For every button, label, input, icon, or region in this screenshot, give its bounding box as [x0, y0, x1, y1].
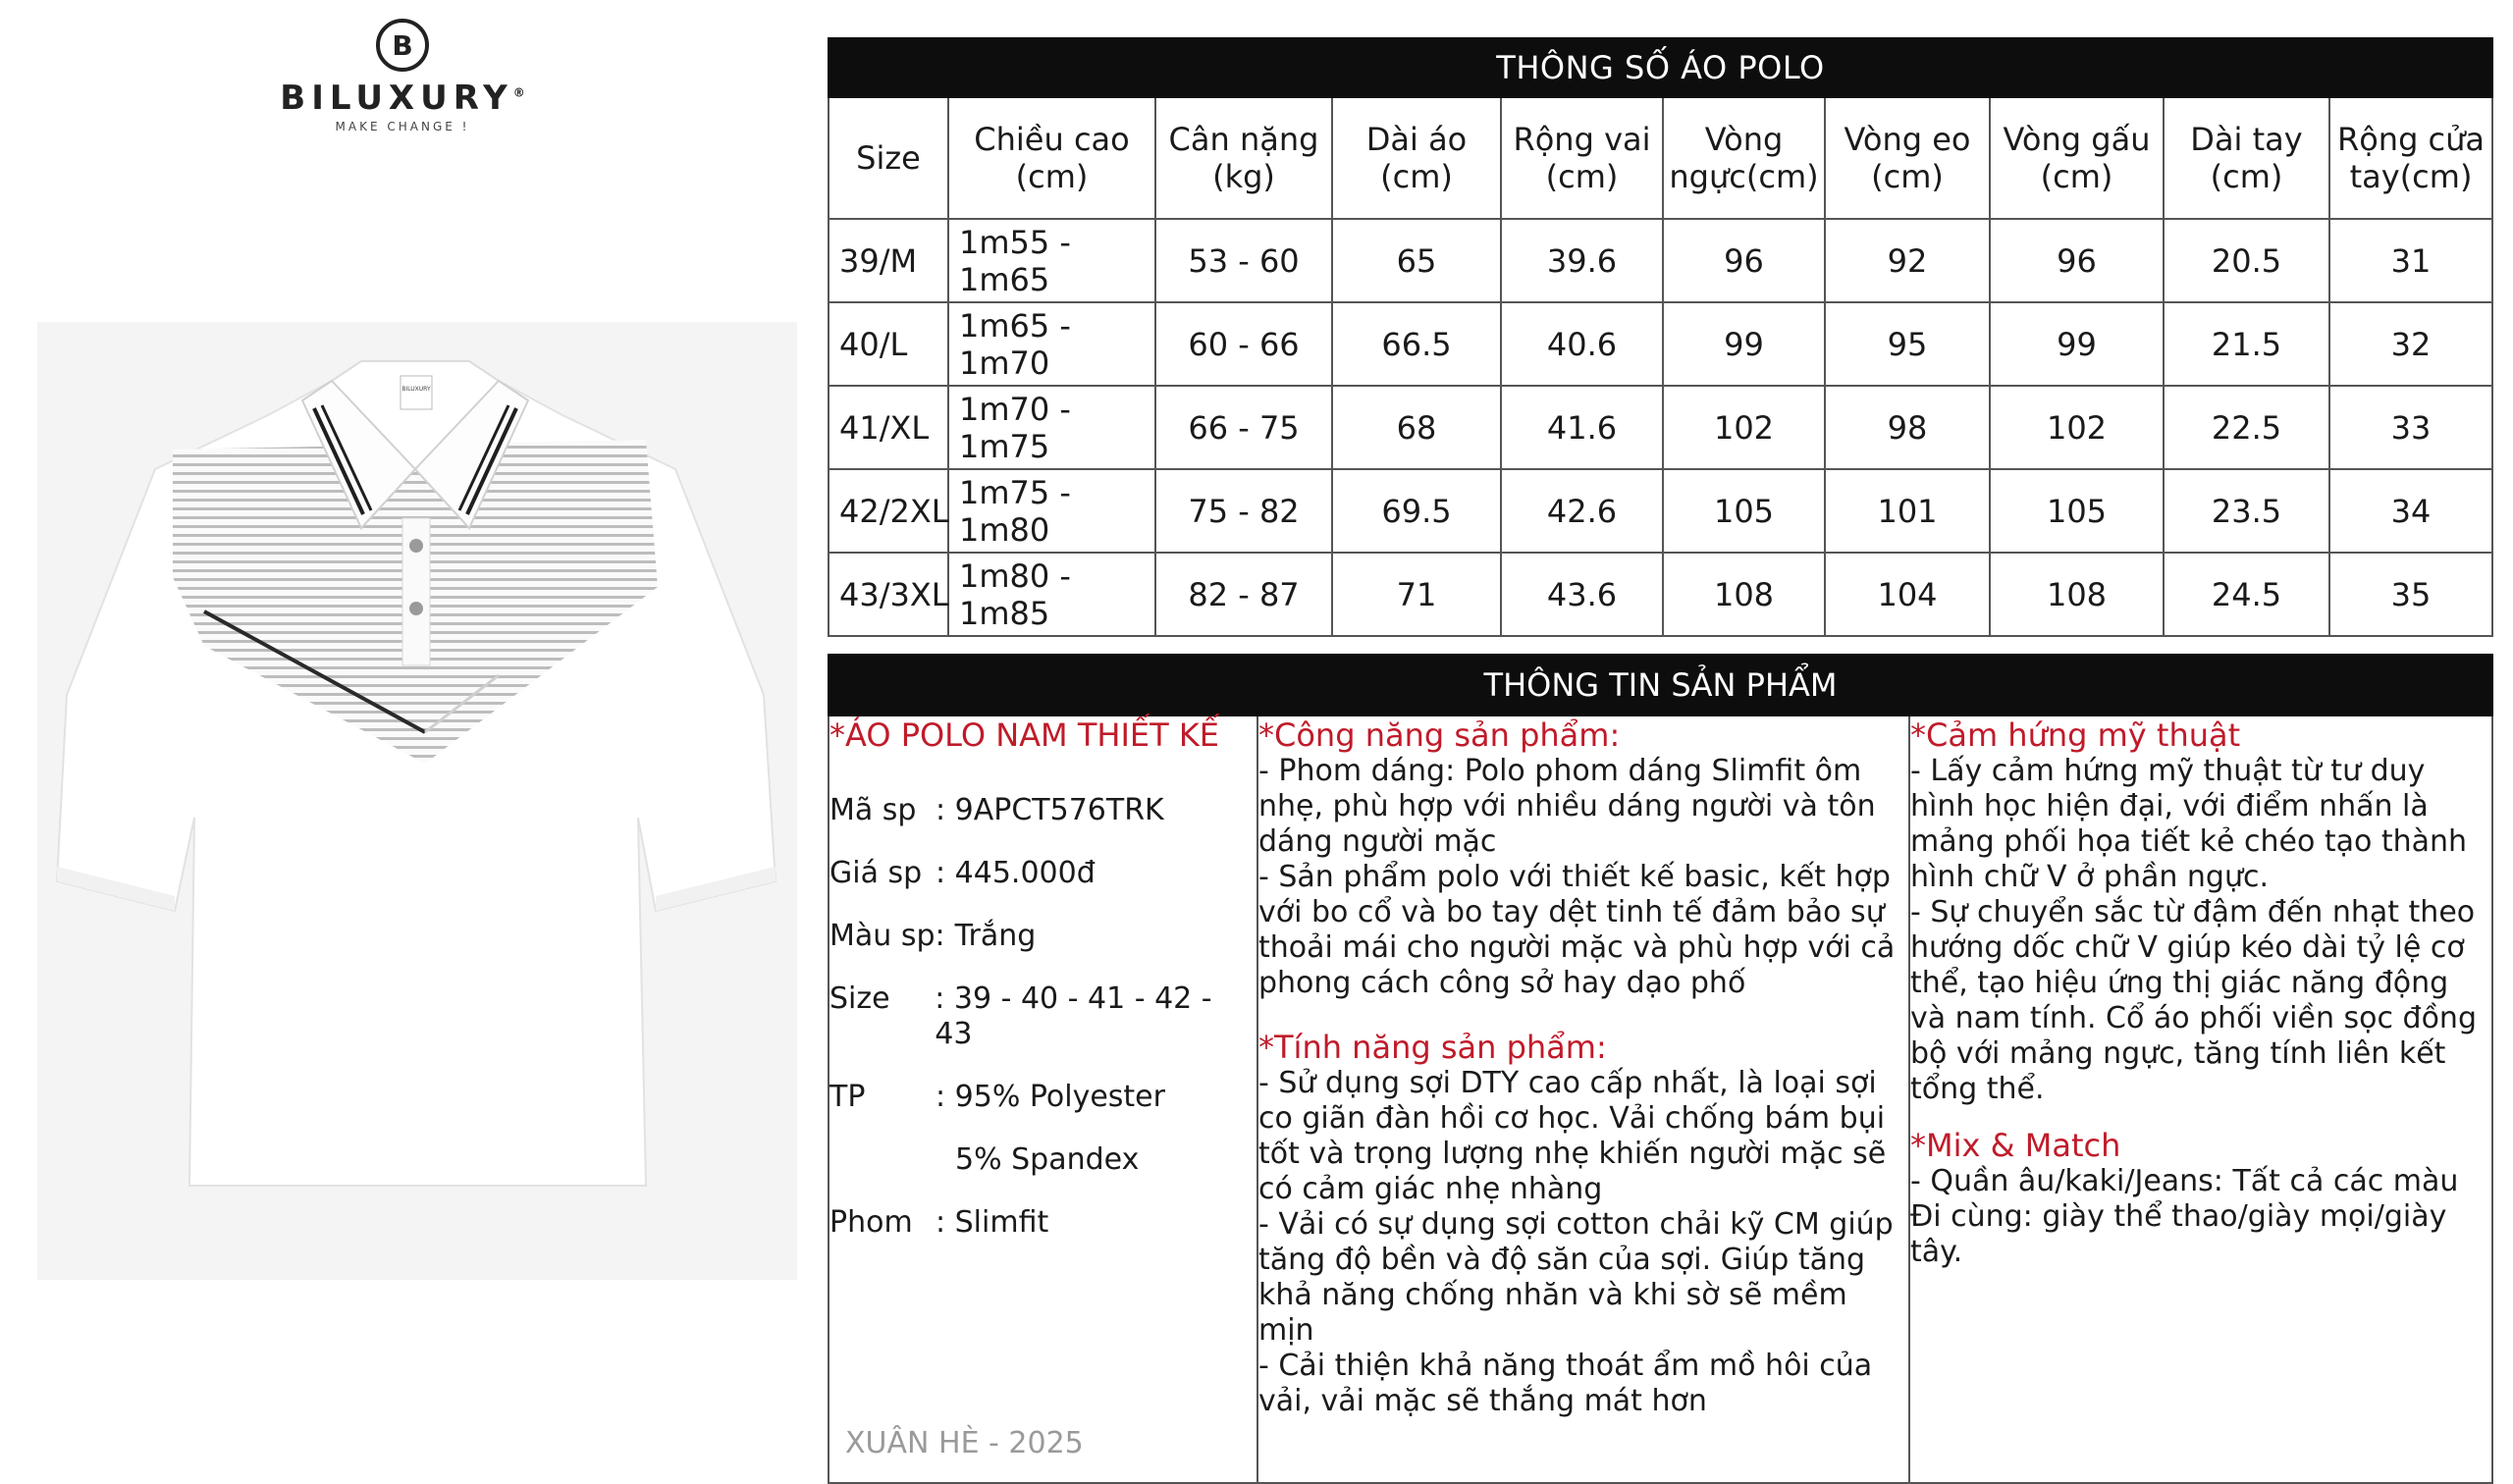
- table-cell: 102: [1990, 386, 2164, 469]
- table-cell: 98: [1825, 386, 1990, 469]
- table-cell: 105: [1990, 469, 2164, 553]
- table-cell: 20.5: [2164, 219, 2329, 302]
- spec-material: TP : 95% Polyester: [829, 1080, 1165, 1114]
- table-cell: 68: [1332, 386, 1501, 469]
- brand-name: BILUXURY®: [280, 79, 525, 118]
- inspiration-paragraph: - Sự chuyển sắc từ đậm đến nhạt theo hướng dốc chữ V giúp kéo dài tỷ lệ cơ thể, tạo hiệu ứng thị giác năng động và nam tính. Cổ áo phối viền sọc đồng bộ với mảng ngực, tăng tính liên kết tổng thể.: [1910, 895, 2477, 1106]
- product-specs-column: [829, 716, 1257, 1483]
- features-paragraph: - Sản phẩm polo với thiết kế basic, kết hợp với bo cổ và bo tay dệt tinh tế đảm bảo sự thoải mái cho người mặc và phù hợp với cả phong cách công sở hay dạo phố: [1258, 860, 1896, 1000]
- spec-fit: Phom : Slimfit: [829, 1205, 1049, 1240]
- table-cell: 66 - 75: [1155, 386, 1332, 469]
- table-cell: 1m65 - 1m70: [948, 302, 1155, 386]
- table-cell: 43/3XL: [829, 553, 948, 636]
- table-cell: 1m80 - 1m85: [948, 553, 1155, 636]
- column-header-size: Size: [829, 97, 948, 219]
- column-header-sleeve-length: Dài tay (cm): [2164, 97, 2329, 219]
- column-header-height: Chiều cao (cm): [948, 97, 1155, 219]
- column-header-length: Dài áo (cm): [1332, 97, 1501, 219]
- table-cell: 23.5: [2164, 469, 2329, 553]
- table-cell: 34: [2329, 469, 2492, 553]
- inspiration-paragraph: - Lấy cảm hứng mỹ thuật từ tư duy hình học hiện đại, với điểm nhấn là mảng phối họa tiết kẻ chéo tạo thành hình chữ V ở phần ngực.: [1910, 754, 2468, 894]
- size-chart-table: [828, 37, 2493, 637]
- brand-tagline: MAKE CHANGE !: [335, 120, 470, 133]
- column-header-shoulder: Rộng vai (cm): [1501, 97, 1663, 219]
- spec-code: Mã sp : 9APCT576TRK: [829, 793, 1164, 827]
- table-cell: 96: [1663, 219, 1825, 302]
- table-cell: 66.5: [1332, 302, 1501, 386]
- table-row: [829, 469, 2492, 553]
- table-cell: 41.6: [1501, 386, 1663, 469]
- mix-match-paragraph: - Quần âu/kaki/Jeans: Tất cả các màu: [1910, 1164, 2459, 1198]
- properties-paragraph: - Sử dụng sợi DTY cao cấp nhất, là loại sợi co giãn đàn hồi cơ học. Vải chống bám bụi tốt và trọng lượng nhẹ khiến người mặc sẽ có cảm giác nhẹ nhàng: [1258, 1066, 1887, 1206]
- table-cell: 71: [1332, 553, 1501, 636]
- spec-color: Màu sp: Trắng: [829, 919, 1037, 953]
- table-cell: 108: [1990, 553, 2164, 636]
- table-cell: 82 - 87: [1155, 553, 1332, 636]
- size-chart-header-row: [829, 97, 2492, 219]
- table-cell: 31: [2329, 219, 2492, 302]
- table-cell: 24.5: [2164, 553, 2329, 636]
- product-inspiration-column: [1909, 716, 2492, 1483]
- table-cell: 1m55 - 1m65: [948, 219, 1155, 302]
- properties-paragraph: - Cải thiện khả năng thoát ẩm mồ hôi của vải, vải mặc sẽ thắng mát hơn: [1258, 1349, 1873, 1418]
- column-header-weight: Cân nặng (kg): [1155, 97, 1332, 219]
- product-name: *ÁO POLO NAM THIẾT KẾ: [829, 716, 1220, 754]
- table-cell: 99: [1990, 302, 2164, 386]
- column-header-hem: Vòng gấu (cm): [1990, 97, 2164, 219]
- table-cell: 60 - 66: [1155, 302, 1332, 386]
- spec-price: Giá sp : 445.000đ: [829, 856, 1096, 890]
- product-info-table: [828, 654, 2493, 1484]
- table-cell: 102: [1663, 386, 1825, 469]
- features-heading: *Công năng sản phẩm:: [1258, 716, 1621, 754]
- mix-match-paragraph: Đi cùng: giày thể thao/giày mọi/giày tây.: [1910, 1199, 2447, 1269]
- brand-logo: [275, 18, 530, 135]
- table-cell: 42.6: [1501, 469, 1663, 553]
- table-cell: 75 - 82: [1155, 469, 1332, 553]
- svg-text:B: B: [392, 29, 413, 62]
- properties-paragraph: - Vải có sự dụng sợi cotton chải kỹ CM giúp tăng độ bền và độ săn của sợi. Giúp tăng khả năng chống nhăn và khi sờ sẽ mềm mịn: [1258, 1207, 1894, 1348]
- table-cell: 33: [2329, 386, 2492, 469]
- table-cell: 99: [1663, 302, 1825, 386]
- table-cell: 96: [1990, 219, 2164, 302]
- table-cell: 53 - 60: [1155, 219, 1332, 302]
- table-row: [829, 219, 2492, 302]
- table-cell: 39.6: [1501, 219, 1663, 302]
- table-row: [829, 553, 2492, 636]
- table-cell: 41/XL: [829, 386, 948, 469]
- table-row: [829, 302, 2492, 386]
- table-cell: 32: [2329, 302, 2492, 386]
- polo-shirt-illustration: [37, 322, 797, 1280]
- spec-size: Size : 39 - 40 - 41 - 42 - 43: [829, 981, 1212, 1051]
- table-cell: 92: [1825, 219, 1990, 302]
- features-paragraph: - Phom dáng: Polo phom dáng Slimfit ôm nhẹ, phù hợp với nhiều dáng người và tôn dáng người mặc: [1258, 754, 1876, 859]
- table-cell: 1m70 - 1m75: [948, 386, 1155, 469]
- product-info-title: THÔNG TIN SẢN PHẨM: [829, 655, 2492, 716]
- column-header-sleeve-opening: Rộng cửa tay(cm): [2329, 97, 2492, 219]
- table-cell: 39/M: [829, 219, 948, 302]
- product-features-column: [1257, 716, 1909, 1483]
- table-cell: 35: [2329, 553, 2492, 636]
- table-cell: 108: [1663, 553, 1825, 636]
- table-cell: 43.6: [1501, 553, 1663, 636]
- spec-material-2: 5% Spandex: [955, 1142, 1140, 1177]
- brand-monogram-icon: [375, 18, 430, 73]
- column-header-waist: Vòng eo (cm): [1825, 97, 1990, 219]
- season-label: XUÂN HÈ - 2025: [845, 1426, 1084, 1460]
- table-cell: 22.5: [2164, 386, 2329, 469]
- table-cell: 101: [1825, 469, 1990, 553]
- table-cell: 104: [1825, 553, 1990, 636]
- table-cell: 95: [1825, 302, 1990, 386]
- svg-text:BILUXURY: BILUXURY: [401, 386, 431, 393]
- table-cell: 65: [1332, 219, 1501, 302]
- table-cell: 21.5: [2164, 302, 2329, 386]
- table-cell: 42/2XL: [829, 469, 948, 553]
- table-cell: 1m75 - 1m80: [948, 469, 1155, 553]
- column-header-chest: Vòng ngực(cm): [1663, 97, 1825, 219]
- mix-match-heading: *Mix & Match: [1910, 1127, 2121, 1164]
- inspiration-heading: *Cảm hứng mỹ thuật: [1910, 716, 2241, 754]
- properties-heading: *Tính năng sản phẩm:: [1258, 1029, 1607, 1066]
- table-cell: 69.5: [1332, 469, 1501, 553]
- table-cell: 40/L: [829, 302, 948, 386]
- table-row: [829, 386, 2492, 469]
- size-chart-title: THÔNG SỐ ÁO POLO: [829, 38, 2492, 97]
- product-image: [37, 322, 797, 1280]
- table-cell: 40.6: [1501, 302, 1663, 386]
- table-cell: 105: [1663, 469, 1825, 553]
